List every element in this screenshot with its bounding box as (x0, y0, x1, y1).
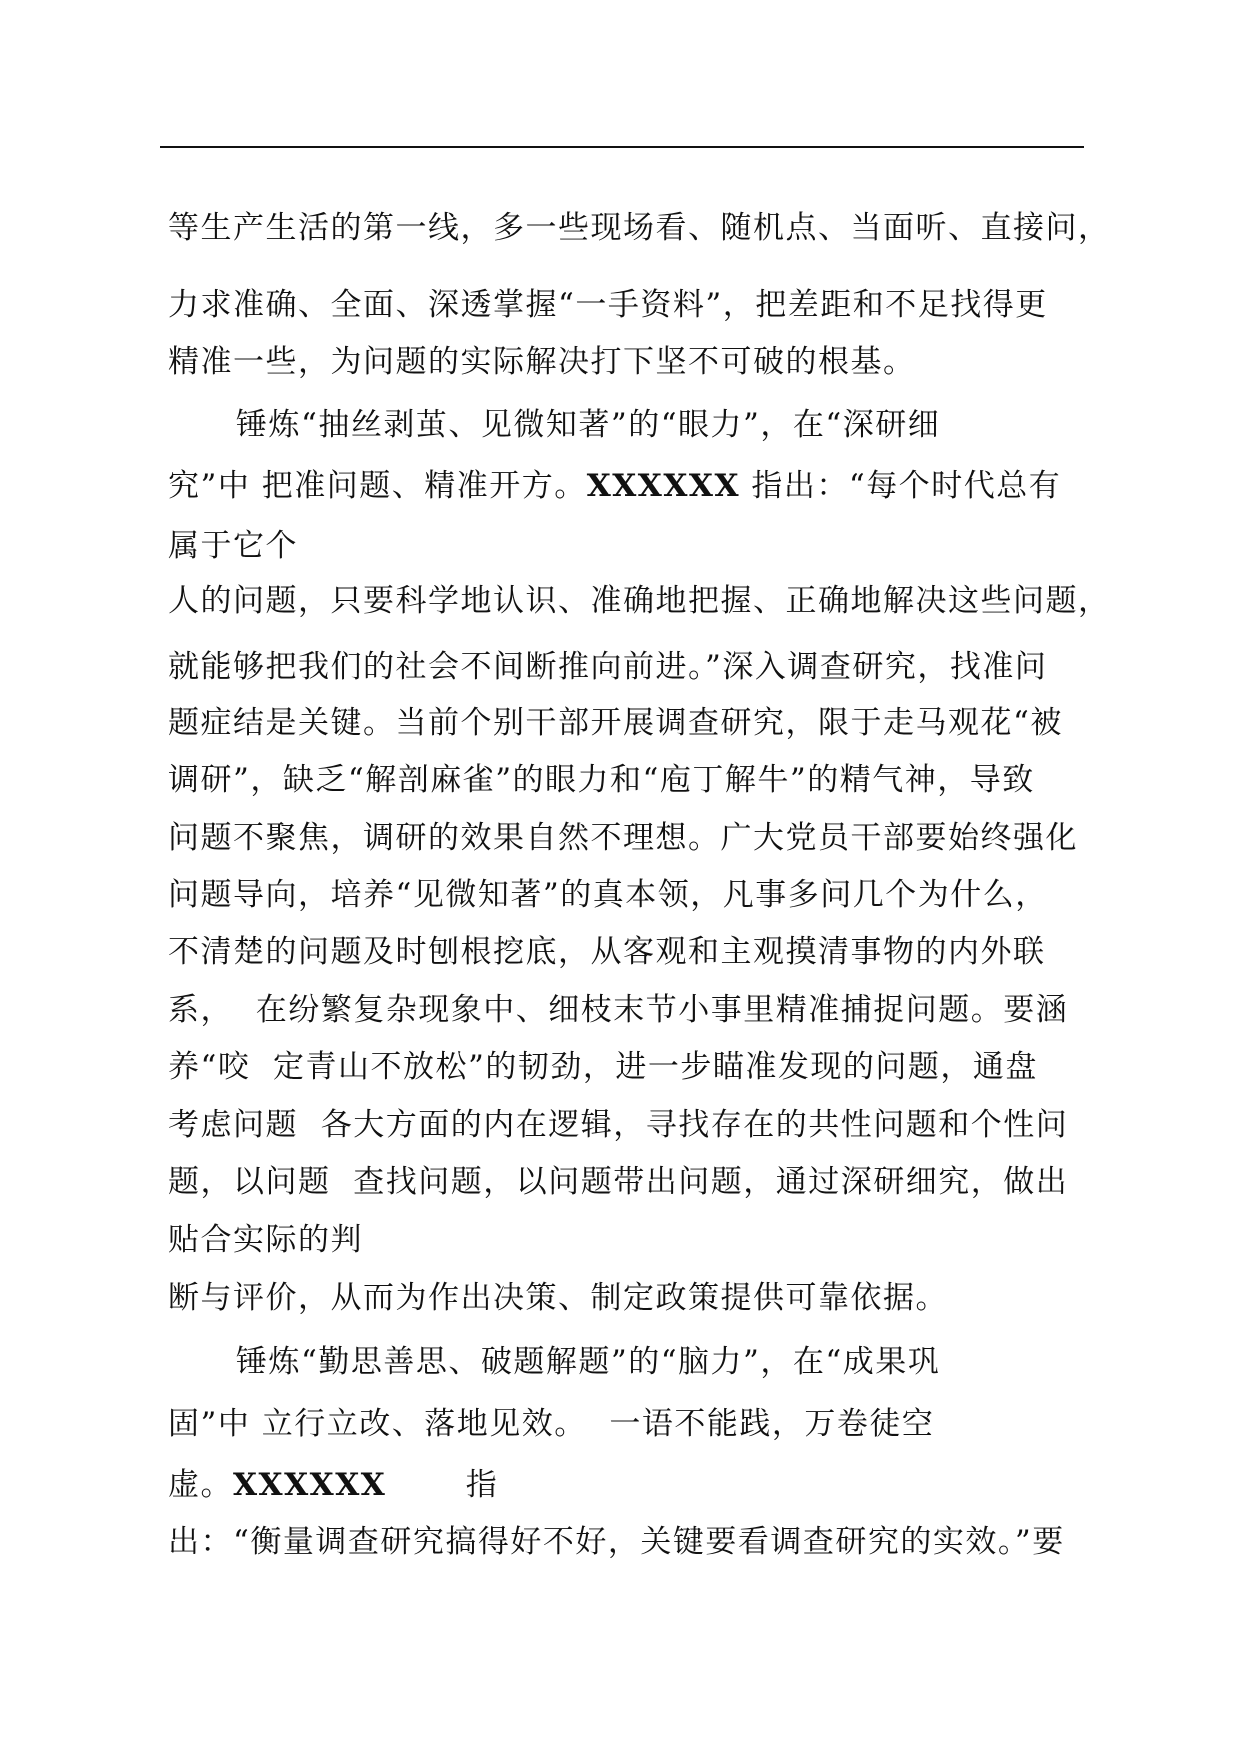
text-line: 贴合实际的判 (168, 1222, 363, 1258)
text-line: 考虑问题 各大方面的内在逻辑，寻找存在的共性问题和个性问 (168, 1107, 1069, 1143)
text-segment: 指出：“每个时代总有 (740, 468, 1062, 504)
text-line (168, 468, 1062, 504)
header-rule (160, 146, 1084, 148)
text-line: 等生产生活的第一线，多一些现场看、随机点、当面听、直接问， (168, 210, 1111, 246)
text-line: 固”中 立行立改、落地见效。 一语不能践，万卷徒空 (168, 1406, 935, 1442)
text-line: 题症结是关键。当前个别干部开展调查研究，限于走马观花“被 (168, 705, 1063, 741)
text-line: 就能够把我们的社会不间断推向前进。”深入调查研究，找准问 (168, 649, 1048, 685)
redacted-name: XXXXXX (233, 1467, 387, 1503)
text-line: 精准一些，为问题的实际解决打下坚不可破的根基。 (168, 344, 916, 380)
text-line: 不清楚的问题及时刨根挖底，从客观和主观摸清事物的内外联 (168, 934, 1046, 970)
text-line: 断与评价，从而为作出决策、制定政策提供可靠依据。 (168, 1280, 948, 1316)
text-line: 问题不聚焦，调研的效果自然不理想。广大党员干部要始终强化 (168, 820, 1078, 856)
text-line (168, 1467, 499, 1503)
paragraph-heading-line: 锤炼“抽丝剥茧、见微知著”的“眼力”，在“深研细 (236, 407, 941, 443)
text-segment: 究”中 把准问题、精准开方。 (168, 468, 587, 504)
text-line: 力求准确、全面、深透掌握“一手资料”，把差距和不足找得更 (168, 287, 1048, 323)
text-line: 属于它个 (168, 528, 298, 564)
text-line: 调研”，缺乏“解剖麻雀”的眼力和“庖丁解牛”的精气神，导致 (168, 762, 1035, 798)
text-line: 出：“衡量调查研究搞得好不好，关键要看调查研究的实效。”要 (168, 1524, 1065, 1560)
redacted-name: XXXXXX (586, 468, 741, 504)
text-line: 问题导向，培养“见微知著”的真本领，凡事多问几个为什么， (168, 877, 1048, 913)
text-segment: 虚。 (168, 1467, 233, 1503)
text-segment: 指 (386, 1467, 499, 1503)
text-line: 题，以问题 查找问题，以问题带出问题，通过深研细究，做出 (168, 1164, 1069, 1200)
text-line: 养“咬 定青山不放松”的韧劲，进一步瞄准发现的问题，通盘 (168, 1049, 1038, 1085)
text-line: 系， 在纷繁复杂现象中、细枝末节小事里精准捕捉问题。要涵 (168, 992, 1069, 1028)
paragraph-heading-line: 锤炼“勤思善思、破题解题”的“脑力”，在“成果巩 (236, 1344, 941, 1380)
text-line: 人的问题，只要科学地认识、准确地把握、正确地解决这些问题， (168, 583, 1111, 619)
